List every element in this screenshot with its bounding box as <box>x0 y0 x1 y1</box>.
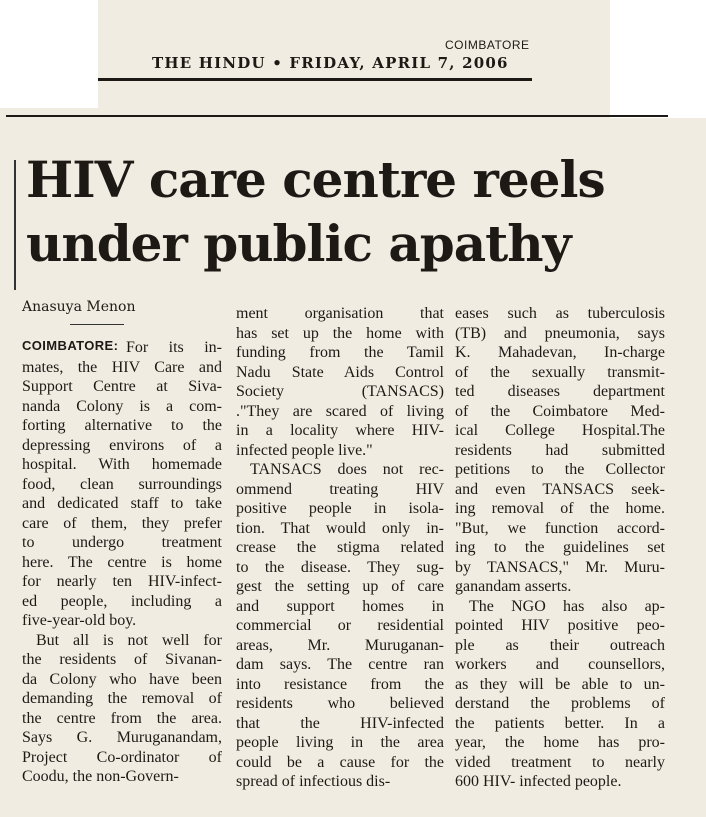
text-line: and support homes in <box>236 597 444 615</box>
text-line: to undergo treatment <box>22 534 222 551</box>
text-line: But all is not well for <box>36 631 222 649</box>
text-line: vided treatment to nearly <box>455 753 665 771</box>
text-line: hospital. With homemade <box>22 456 222 473</box>
text-line: mates, the HIV Care and <box>22 358 222 376</box>
article-column-1 <box>22 338 222 787</box>
text-line: ing removal of the home. <box>455 500 665 517</box>
text-line: the patients better. In a <box>455 714 665 732</box>
scan-background-left <box>0 0 98 108</box>
masthead-dateline: THE HINDU • FRIDAY, APRIL 7, 2006 <box>152 54 509 72</box>
text-line: ommend treating HIV <box>236 480 444 498</box>
text-line: residents had submitted <box>455 441 665 459</box>
text-line: crease the stigma related <box>236 539 444 556</box>
article-column-3 <box>455 304 665 792</box>
column-1-text <box>22 338 222 787</box>
text-line: Society (TANSACS) <box>236 383 444 400</box>
text-line: year, the home has pro- <box>455 734 665 751</box>
text-line: infected people live." <box>236 441 373 459</box>
column-edge-rule <box>14 160 16 290</box>
text-line: Coodu, the non-Govern- <box>22 768 179 785</box>
text-line: For its in- <box>126 339 222 356</box>
headline-line-1: HIV care centre reels <box>26 150 605 209</box>
text-line: ple as their outreach <box>455 636 665 654</box>
text-line: nanda Colony is a com- <box>22 397 222 415</box>
text-line: "But, we function accord- <box>455 519 665 537</box>
text-line: petitions to the Collector <box>455 461 665 478</box>
text-line: demanding the removal of <box>22 690 222 707</box>
column-3-text <box>455 304 665 792</box>
text-line: Support Centre at Siva- <box>22 378 222 395</box>
text-line: Project Co-ordinator of <box>22 748 222 766</box>
edition-label: COIMBATORE <box>445 38 530 52</box>
article-headline <box>26 148 666 276</box>
text-line: da Colony who have been <box>22 670 222 688</box>
text-line: residents who believed <box>236 695 444 712</box>
column-2-text <box>236 304 444 792</box>
text-line: ing to the guidelines set <box>455 539 665 556</box>
text-line: derstand the problems of <box>455 695 665 712</box>
text-line: dam says. The centre ran <box>236 656 444 673</box>
text-line: people living in the area <box>236 734 444 751</box>
text-line: that the HIV-infected <box>236 714 444 732</box>
text-line: funding from the Tamil <box>236 344 444 361</box>
text-line: care of them, they prefer <box>22 514 222 532</box>
text-line: here. The centre is home <box>22 553 222 571</box>
byline-rule <box>70 324 124 325</box>
text-line: to the disease. They sug- <box>236 558 444 576</box>
text-line: could be a cause for the <box>236 753 444 771</box>
text-line: by TANSACS," Mr. Muru- <box>455 558 665 576</box>
article-column-2 <box>236 304 444 792</box>
section-rule <box>6 115 668 117</box>
text-line: Nadu State Aids Control <box>236 363 444 381</box>
text-line: tion. That would only in- <box>236 519 444 537</box>
text-line: depressing environs of a <box>22 436 222 454</box>
text-line: K. Mahadevan, In-charge <box>455 344 665 361</box>
text-line: 600 HIV- infected people. <box>455 773 622 790</box>
byline: Anasuya Menon <box>22 299 136 315</box>
text-line: areas, Mr. Muruganan- <box>236 636 444 654</box>
text-line: ment organisation that <box>236 305 444 322</box>
text-line: ical College Hospital.The <box>455 422 665 439</box>
text-line: ted diseases department <box>455 383 665 400</box>
text-line: ganandam asserts. <box>455 578 572 595</box>
text-line: workers and counsellors, <box>455 656 665 673</box>
text-line: food, clean surroundings <box>22 475 222 493</box>
text-line: TANSACS does not rec- <box>250 461 444 478</box>
text-line: of the Coimbatore Med- <box>455 402 665 420</box>
text-line: (TB) and pneumonia, says <box>455 324 665 342</box>
text-line: five-year-old boy. <box>22 612 137 629</box>
text-line: spread of infectious dis- <box>236 773 391 790</box>
headline-line-2: under public apathy <box>26 214 571 273</box>
text-line: ed people, including a <box>22 592 222 610</box>
text-line: and dedicated staff to take <box>22 495 222 512</box>
text-line: for nearly ten HIV-infect- <box>22 573 222 590</box>
text-line: in a locality where HIV- <box>236 422 444 439</box>
text-line: positive people in isola- <box>236 500 444 517</box>
text-line: commercial or residential <box>236 617 444 634</box>
text-line: ."They are scared of living <box>236 402 444 420</box>
text-line: The NGO has also ap- <box>469 597 665 615</box>
text-line: gest the setting up of care <box>236 578 444 595</box>
text-line: and even TANSACS seek- <box>455 480 665 498</box>
text-line: pointed HIV positive peo- <box>455 617 665 634</box>
text-line: eases such as tuberculosis <box>455 305 665 322</box>
text-line: Says G. Muruganandam, <box>22 729 222 746</box>
text-line: has set up the home with <box>236 324 444 342</box>
text-line: the centre from the area. <box>22 709 222 727</box>
text-line: into resistance from the <box>236 675 444 693</box>
scan-background-right <box>610 0 706 118</box>
text-line: of the sexually transmit- <box>455 363 665 381</box>
text-line: as they will be able to un- <box>455 675 665 693</box>
masthead-rule <box>98 78 532 81</box>
text-line: forting alternative to the <box>22 417 222 434</box>
dateline-location: COIMBATORE: <box>22 338 119 353</box>
text-line: the residents of Sivanan- <box>22 651 222 668</box>
